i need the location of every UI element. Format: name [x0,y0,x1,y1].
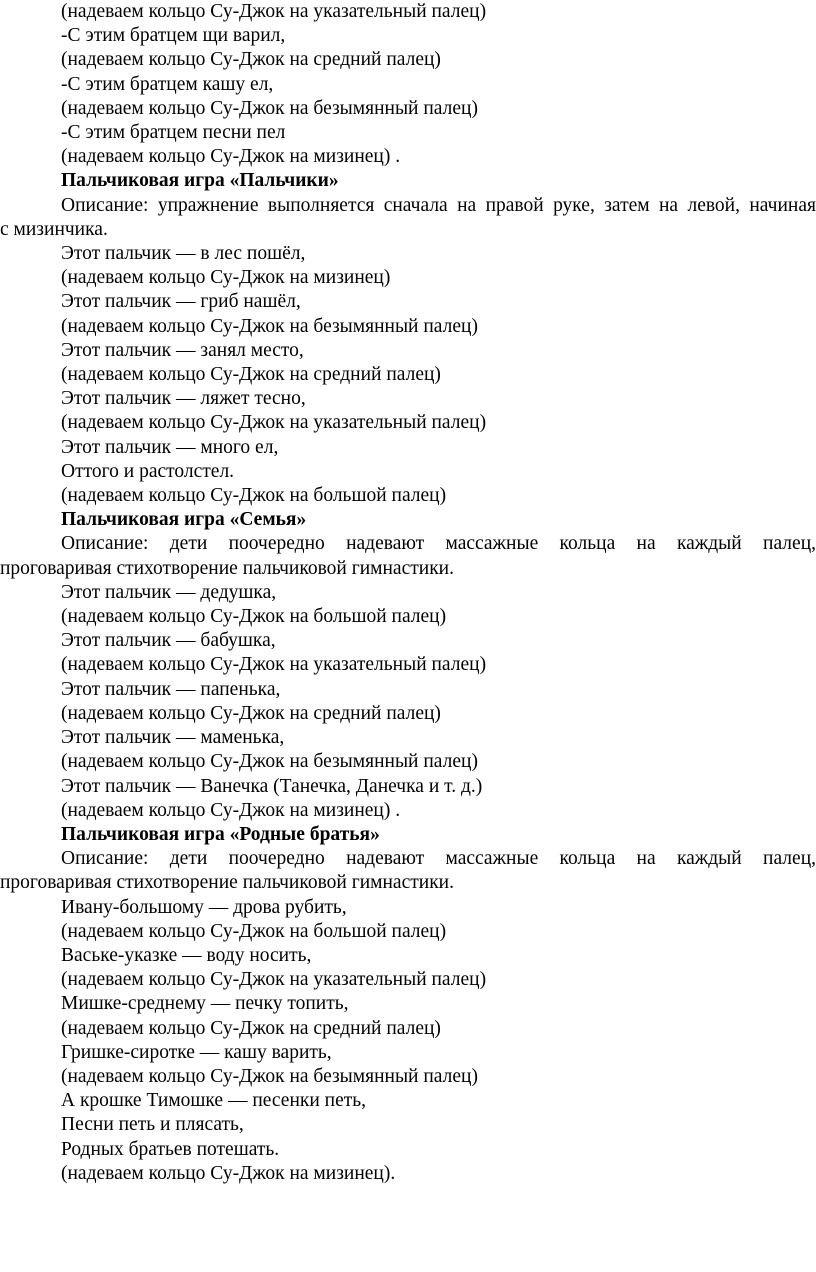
section-heading: Пальчиковая игра «Семья» [61,509,307,531]
description-line: Описание: упражнение выполняется сначала на правой руке, затем на левой, начиная [61,194,816,216]
verse-line: -С этим братцем песни пел [61,122,286,144]
verse-line: Этот пальчик — занял место, [61,339,304,361]
verse-line: Ивану-большому — дрова рубить, [61,896,347,918]
verse-line: (надеваем кольцо Су-Джок на мизинец) . [61,146,401,168]
verse-line: -С этим братцем кашу ел, [61,73,274,95]
description-line: проговаривая стихотворение пальчиковой гимнастики. [0,557,454,579]
description-line: Описание: дети поочередно надевают массажные кольца на каждый палец, [61,848,816,870]
verse-line: (надеваем кольцо Су-Джок на указательный палец) [61,1,487,22]
verse-line: (надеваем кольцо Су-Джок на безымянный палец) [61,315,478,337]
verse-line: Этот пальчик — дедушка, [61,581,277,603]
verse-line: Оттого и растолстел. [61,460,235,482]
verse-line: Гришке-сиротке — кашу варить, [61,1041,332,1063]
verse-line: Этот пальчик — папенька, [61,678,281,700]
verse-line: (надеваем кольцо Су-Джок на мизинец). [61,1162,396,1184]
verse-line: (надеваем кольцо Су-Джок на безымянный палец) [61,97,478,119]
intro-verse [0,0,816,169]
game-section-palchiki [0,169,816,508]
description-line: Описание: дети поочередно надевают массажные кольца на каждый палец, [61,533,816,555]
verse-line: Родных братьев потешать. [61,1138,280,1160]
verse-line: (надеваем кольцо Су-Джок на средний палец) [61,364,441,386]
verse-line: -С этим братцем щи варил, [61,25,286,47]
verse-line: (надеваем кольцо Су-Джок на указательный палец) [61,412,487,434]
verse-line: (надеваем кольцо Су-Джок на безымянный палец) [61,1065,478,1087]
verse-line: (надеваем кольцо Су-Джок на мизинец) . [61,799,401,821]
description-line: с мизинчика. [0,218,108,240]
section-heading: Пальчиковая игра «Пальчики» [61,170,339,192]
verse-line: (надеваем кольцо Су-Джок на средний палец) [61,702,441,724]
verse-line: (надеваем кольцо Су-Джок на средний палец) [61,49,441,71]
verse-line: (надеваем кольцо Су-Джок на большой палец) [61,485,447,507]
verse-line: Этот пальчик — ляжет тесно, [61,388,306,410]
section-heading: Пальчиковая игра «Родные братья» [61,823,380,845]
verse-line: Этот пальчик — много ел, [61,436,279,458]
game-section-semya [0,508,816,823]
verse-line: Этот пальчик — маменька, [61,727,285,749]
verse-line: (надеваем кольцо Су-Джок на большой палец) [61,920,447,942]
verse-line: Ваське-указке — воду носить, [61,944,312,966]
verse-line: (надеваем кольцо Су-Джок на мизинец) [61,267,391,289]
verse-line: (надеваем кольцо Су-Джок на средний палец) [61,1017,441,1039]
verse-line: Этот пальчик — в лес пошёл, [61,243,306,265]
verse-line: (надеваем кольцо Су-Джок на указательный палец) [61,969,487,991]
verse-line: Этот пальчик — гриб нашёл, [61,291,301,313]
verse-line: Песни петь и плясать, [61,1114,244,1136]
description-line: проговаривая стихотворение пальчиковой гимнастики. [0,872,454,894]
verse-line: Этот пальчик — Ванечка (Танечка, Данечка и т. д.) [61,775,483,797]
verse-line: Мишке-среднему — печку топить, [61,993,349,1015]
verse-line: (надеваем кольцо Су-Джок на безымянный палец) [61,751,478,773]
verse-line: (надеваем кольцо Су-Джок на большой палец) [61,606,447,628]
verse-line: Этот пальчик — бабушка, [61,630,276,652]
verse-line: А крошке Тимошке — песенки петь, [61,1090,367,1112]
verse-line: (надеваем кольцо Су-Джок на указательный палец) [61,654,487,676]
game-section-rodnye-bratya [0,823,816,1186]
